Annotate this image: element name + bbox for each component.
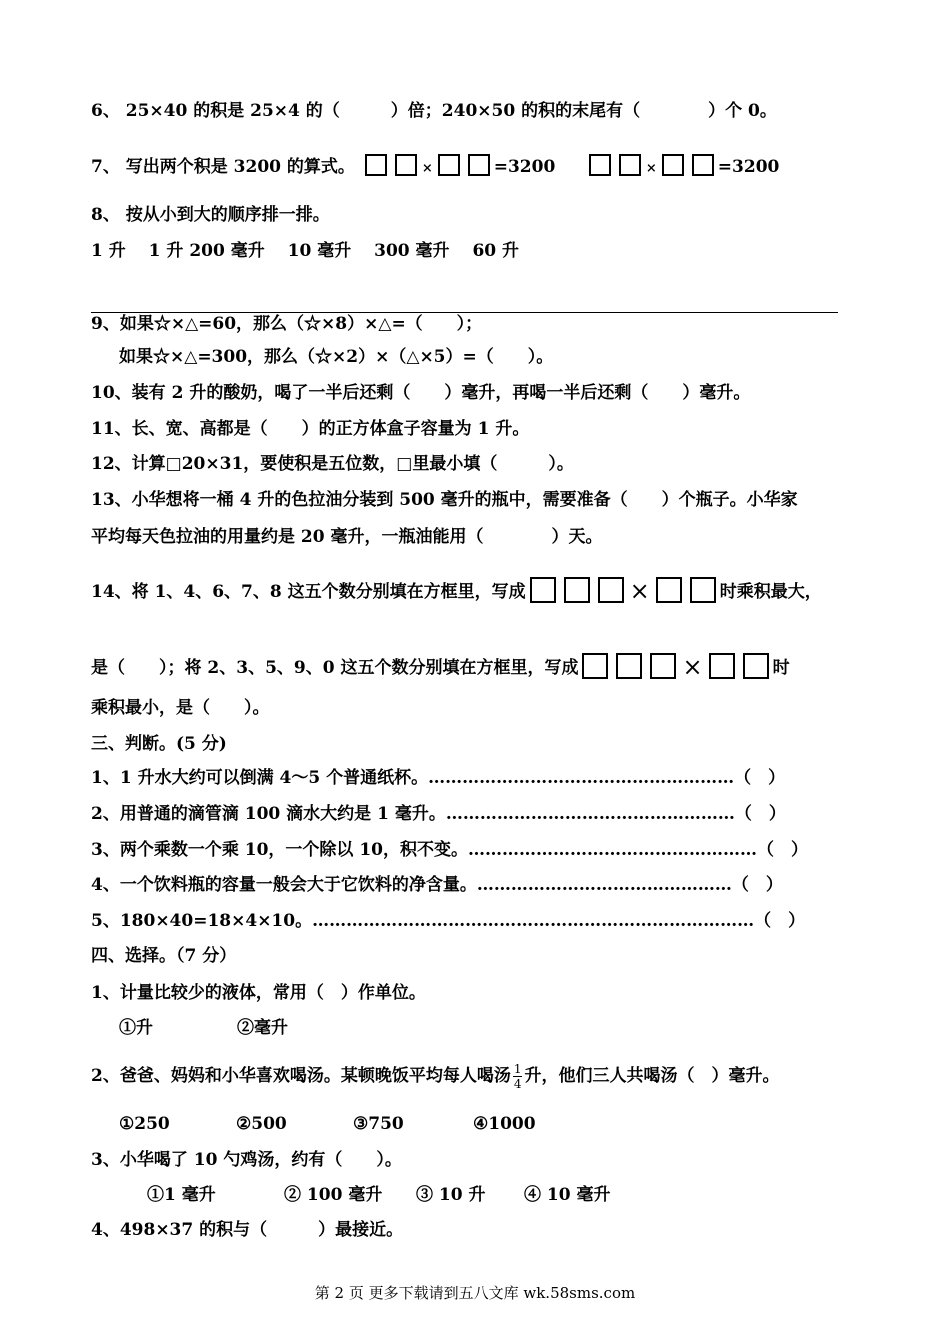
question-9a: 9、如果☆×△=60，那么（☆×8）×△=（ ）； <box>91 314 483 334</box>
judge-item: 2、用普通的滴管滴 100 滴水大约是 1 毫升。……………………………………………（ ） <box>91 804 786 824</box>
answer-box[interactable] <box>395 154 417 176</box>
q7-eq2: =3200 <box>717 157 780 177</box>
q14-b-text: 是（ ）；将 2、3、5、9、0 这五个数分别填在方框里，写成 <box>91 658 579 678</box>
option[interactable]: ③ 10 升 <box>416 1185 486 1205</box>
answer-box[interactable] <box>743 653 769 679</box>
answer-box[interactable] <box>582 653 608 679</box>
q14-b-tail: 时 <box>772 658 790 678</box>
fraction-numerator: 1 <box>513 1062 522 1076</box>
option[interactable]: ②500 <box>236 1114 287 1134</box>
q7-text: 7、 写出两个积是 3200 的算式。 <box>91 157 355 177</box>
question-7 <box>91 154 779 180</box>
answer-box[interactable] <box>650 653 676 679</box>
option[interactable]: ①升 <box>119 1018 153 1038</box>
question-6: 6、 25×40 的积是 25×4 的（ ）倍；240×50 的积的末尾有（ ）个 0。 <box>91 101 777 121</box>
answer-box[interactable] <box>438 154 460 176</box>
judge-item: 4、一个饮料瓶的容量一般会大于它饮料的净含量。………………………………………（ ） <box>91 875 783 895</box>
question-14b <box>91 653 790 679</box>
times-sign: × <box>629 577 650 605</box>
option[interactable]: ④ 10 毫升 <box>524 1185 611 1205</box>
question-13a: 13、小华想将一桶 4 升的色拉油分装到 500 毫升的瓶中，需要准备（ ）个瓶子。小华家 <box>91 490 798 510</box>
question-8-items: 1 升 1 升 200 毫升 10 毫升 300 毫升 60 升 <box>91 241 520 261</box>
question-14c: 乘积最小，是（ ）。 <box>91 698 270 718</box>
question-10: 10、装有 2 升的酸奶，喝了一半后还剩（ ）毫升，再喝一半后还剩（ ）毫升。 <box>91 383 751 403</box>
choice-q2 <box>91 1062 779 1091</box>
choice-q2-options <box>119 1113 536 1135</box>
option[interactable]: ③750 <box>353 1114 404 1134</box>
choice-q1: 1、计量比较少的液体，常用（ ）作单位。 <box>91 983 426 1003</box>
answer-box[interactable] <box>709 653 735 679</box>
answer-box[interactable] <box>598 577 624 603</box>
q2-post: 升，他们三人共喝汤（ ）毫升。 <box>524 1066 780 1086</box>
answer-box[interactable] <box>619 154 641 176</box>
times-sign: × <box>645 161 657 176</box>
answer-box[interactable] <box>530 577 556 603</box>
answer-box[interactable] <box>692 154 714 176</box>
fraction-denominator: 4 <box>513 1077 522 1091</box>
option[interactable]: ② 100 毫升 <box>284 1185 383 1205</box>
answer-box[interactable] <box>690 577 716 603</box>
choice-q3-options <box>147 1184 611 1206</box>
page-footer: 第 2 页 更多下载请到五八文库 wk.58sms.com <box>314 1284 636 1302</box>
answer-box[interactable] <box>564 577 590 603</box>
option[interactable]: ①1 毫升 <box>147 1185 216 1205</box>
section-4-title: 四、选择。（7 分） <box>91 946 237 966</box>
times-sign: × <box>421 161 433 176</box>
question-12: 12、计算□20×31，要使积是五位数，□里最小填（ ）。 <box>91 454 574 474</box>
judge-item: 3、两个乘数一个乘 10，一个除以 10，积不变。……………………………………………（ ） <box>91 840 808 860</box>
answer-box[interactable] <box>656 577 682 603</box>
option[interactable]: ②毫升 <box>237 1018 288 1038</box>
option[interactable]: ①250 <box>119 1114 170 1134</box>
answer-box[interactable] <box>616 653 642 679</box>
judge-item: 5、180×40=18×4×10。……………………………………………………………………（ ） <box>91 911 806 931</box>
answer-box[interactable] <box>662 154 684 176</box>
fraction <box>513 1062 523 1091</box>
choice-q3: 3、小华喝了 10 勺鸡汤，约有（ ）。 <box>91 1150 402 1170</box>
question-13b: 平均每天色拉油的用量约是 20 毫升，一瓶油能用（ ）天。 <box>91 527 603 547</box>
question-11: 11、长、宽、高都是（ ）的正方体盒子容量为 1 升。 <box>91 419 530 439</box>
option[interactable]: ④1000 <box>473 1114 536 1134</box>
judge-item: 1、1 升水大约可以倒满 4～5 个普通纸杯。………………………………………………（ ） <box>91 768 786 788</box>
section-3-title: 三、判断。(5 分) <box>91 734 227 754</box>
question-9b: 如果☆×△=300，那么（☆×2）×（△×5）=（ ）。 <box>119 347 554 367</box>
times-sign: × <box>682 653 703 681</box>
q2-pre: 2、爸爸、妈妈和小华喜欢喝汤。某顿晚饭平均每人喝汤 <box>91 1066 511 1086</box>
question-14a <box>91 577 822 603</box>
question-8: 8、 按从小到大的顺序排一排。 <box>91 205 330 225</box>
q7-eq1: =3200 <box>493 157 556 177</box>
answer-box[interactable] <box>468 154 490 176</box>
choice-q4: 4、498×37 的积与（ ）最接近。 <box>91 1220 404 1240</box>
q14-a-tail: 时乘积最大， <box>719 582 822 602</box>
answer-box[interactable] <box>365 154 387 176</box>
choice-q1-options <box>119 1017 288 1039</box>
answer-box[interactable] <box>589 154 611 176</box>
q14-a-text: 14、将 1、4、6、7、8 这五个数分别填在方框里，写成 <box>91 582 526 602</box>
